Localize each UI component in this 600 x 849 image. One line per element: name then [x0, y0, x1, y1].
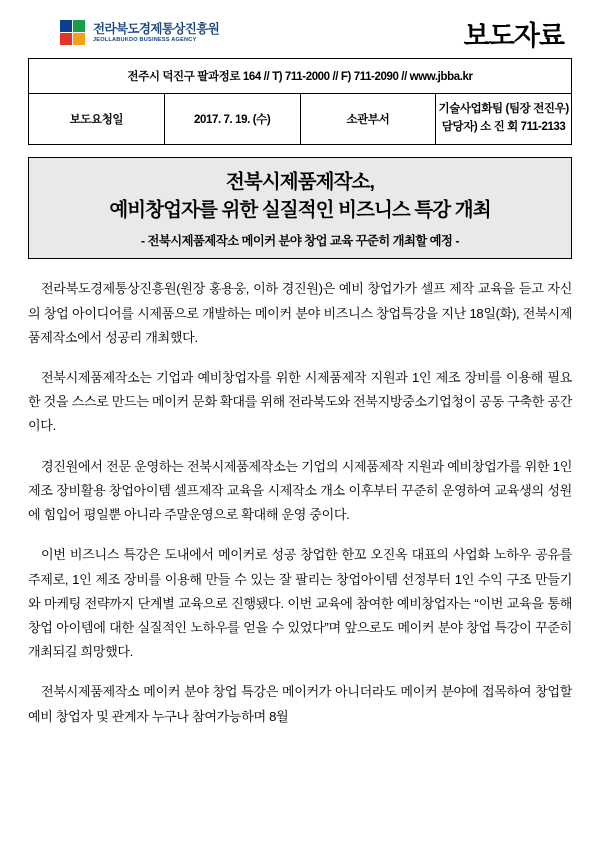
- agency-name-kr: 전라북도경제통상진흥원: [93, 21, 220, 36]
- value-department: [436, 94, 572, 145]
- body-paragraph: 경진원에서 전문 운영하는 전북시제품제작소는 기업의 시제품제작 지원과 예비창업가를 위한 1인 제조 장비활용 창업아이템 셀프제작 교육을 시제작소 개소 이후부터 꾸준히 운영하여 교육생의 성원에 힘입어 평일뿐 아니라 주말운영으로 확대해 운영 중이다.: [28, 458, 572, 523]
- body-paragraph: 이번 비즈니스 특강은 도내에서 메이커로 성공 창업한 한꼬 오진옥 대표의 사업화 노하우 공유를 주제로, 1인 제조 장비를 이용해 만들 수 있는 잘 팔리는 창업아이템 선정부터 1인 수익 구조 만들기와 마케팅 전략까지 단계별 교육으로 진행됐다. 이번 교육에 참여한 예비창업자는 “이번 교육을 통해 창업 아이템에 대한 실질적인 노하우를 얻을 수 있었다”며 앞으로도 메이커 분야 창업 특강이 꾸준히 개최되길 희망했다.: [28, 547, 572, 660]
- address-cell: 전주시 덕진구 팔과정로 164 // T) 711-2000 // F) 711-2090 // www.jbba.kr: [29, 59, 572, 94]
- department-contact: 담당자) 소 진 회 711-2133: [441, 121, 566, 133]
- agency-logo: [32, 20, 219, 46]
- headline-line-2: 예비창업자를 위한 실질적인 비즈니스 특강 개최: [109, 198, 491, 221]
- body-paragraph: 전북시제품제작소는 기업과 예비창업자를 위한 시제품제작 지원과 1인 제조 장비를 이용해 필요한 것을 스스로 만드는 메이커 문화 확대를 위해 전라북도와 전북지방중소기업청이 공동 구축한 공간이다.: [28, 370, 572, 434]
- headline-line-1: 전북시제품제작소,: [225, 171, 374, 193]
- agency-name-en: JEOLLABUKDO BUSINESS AGENCY: [93, 37, 197, 44]
- table-row-meta: [29, 94, 572, 145]
- department-team: 기술사업화팀 (팀장 전진우): [438, 103, 569, 116]
- article-body: [28, 277, 572, 729]
- value-release-date: 2017. 7. 19. (수): [164, 94, 300, 145]
- table-row-address: [29, 59, 572, 94]
- logo-squares-icon: [60, 20, 86, 46]
- document-title: 보도자료: [463, 20, 564, 51]
- label-department: 소관부서: [300, 94, 436, 145]
- body-paragraph: 전라북도경제통상진흥원(원장 홍용웅, 이하 경진원)은 예비 창업가가 셀프 제작 교육을 듣고 자신의 창업 아이디어를 시제품으로 개발하는 메이커 분야 비즈니스 창업특강을 지난 18일(화), 전북시제품제작소에서 성공리 개최했다.: [28, 281, 572, 345]
- label-release-date: 보도요청일: [29, 94, 165, 145]
- document-header: [28, 10, 572, 56]
- body-paragraph: 전북시제품제작소 메이커 분야 창업 특강은 메이커가 아니더라도 메이커 분야에 접목하여 창업할 예비 창업자 및 관계자 누구나 참여가능하며 8월: [28, 684, 572, 724]
- headline-box: [28, 157, 572, 259]
- headline-subtitle: - 전북시제품제작소 메이커 분야 창업 교육 꾸준히 개최할 예정 -: [141, 234, 459, 249]
- info-table: [28, 58, 572, 145]
